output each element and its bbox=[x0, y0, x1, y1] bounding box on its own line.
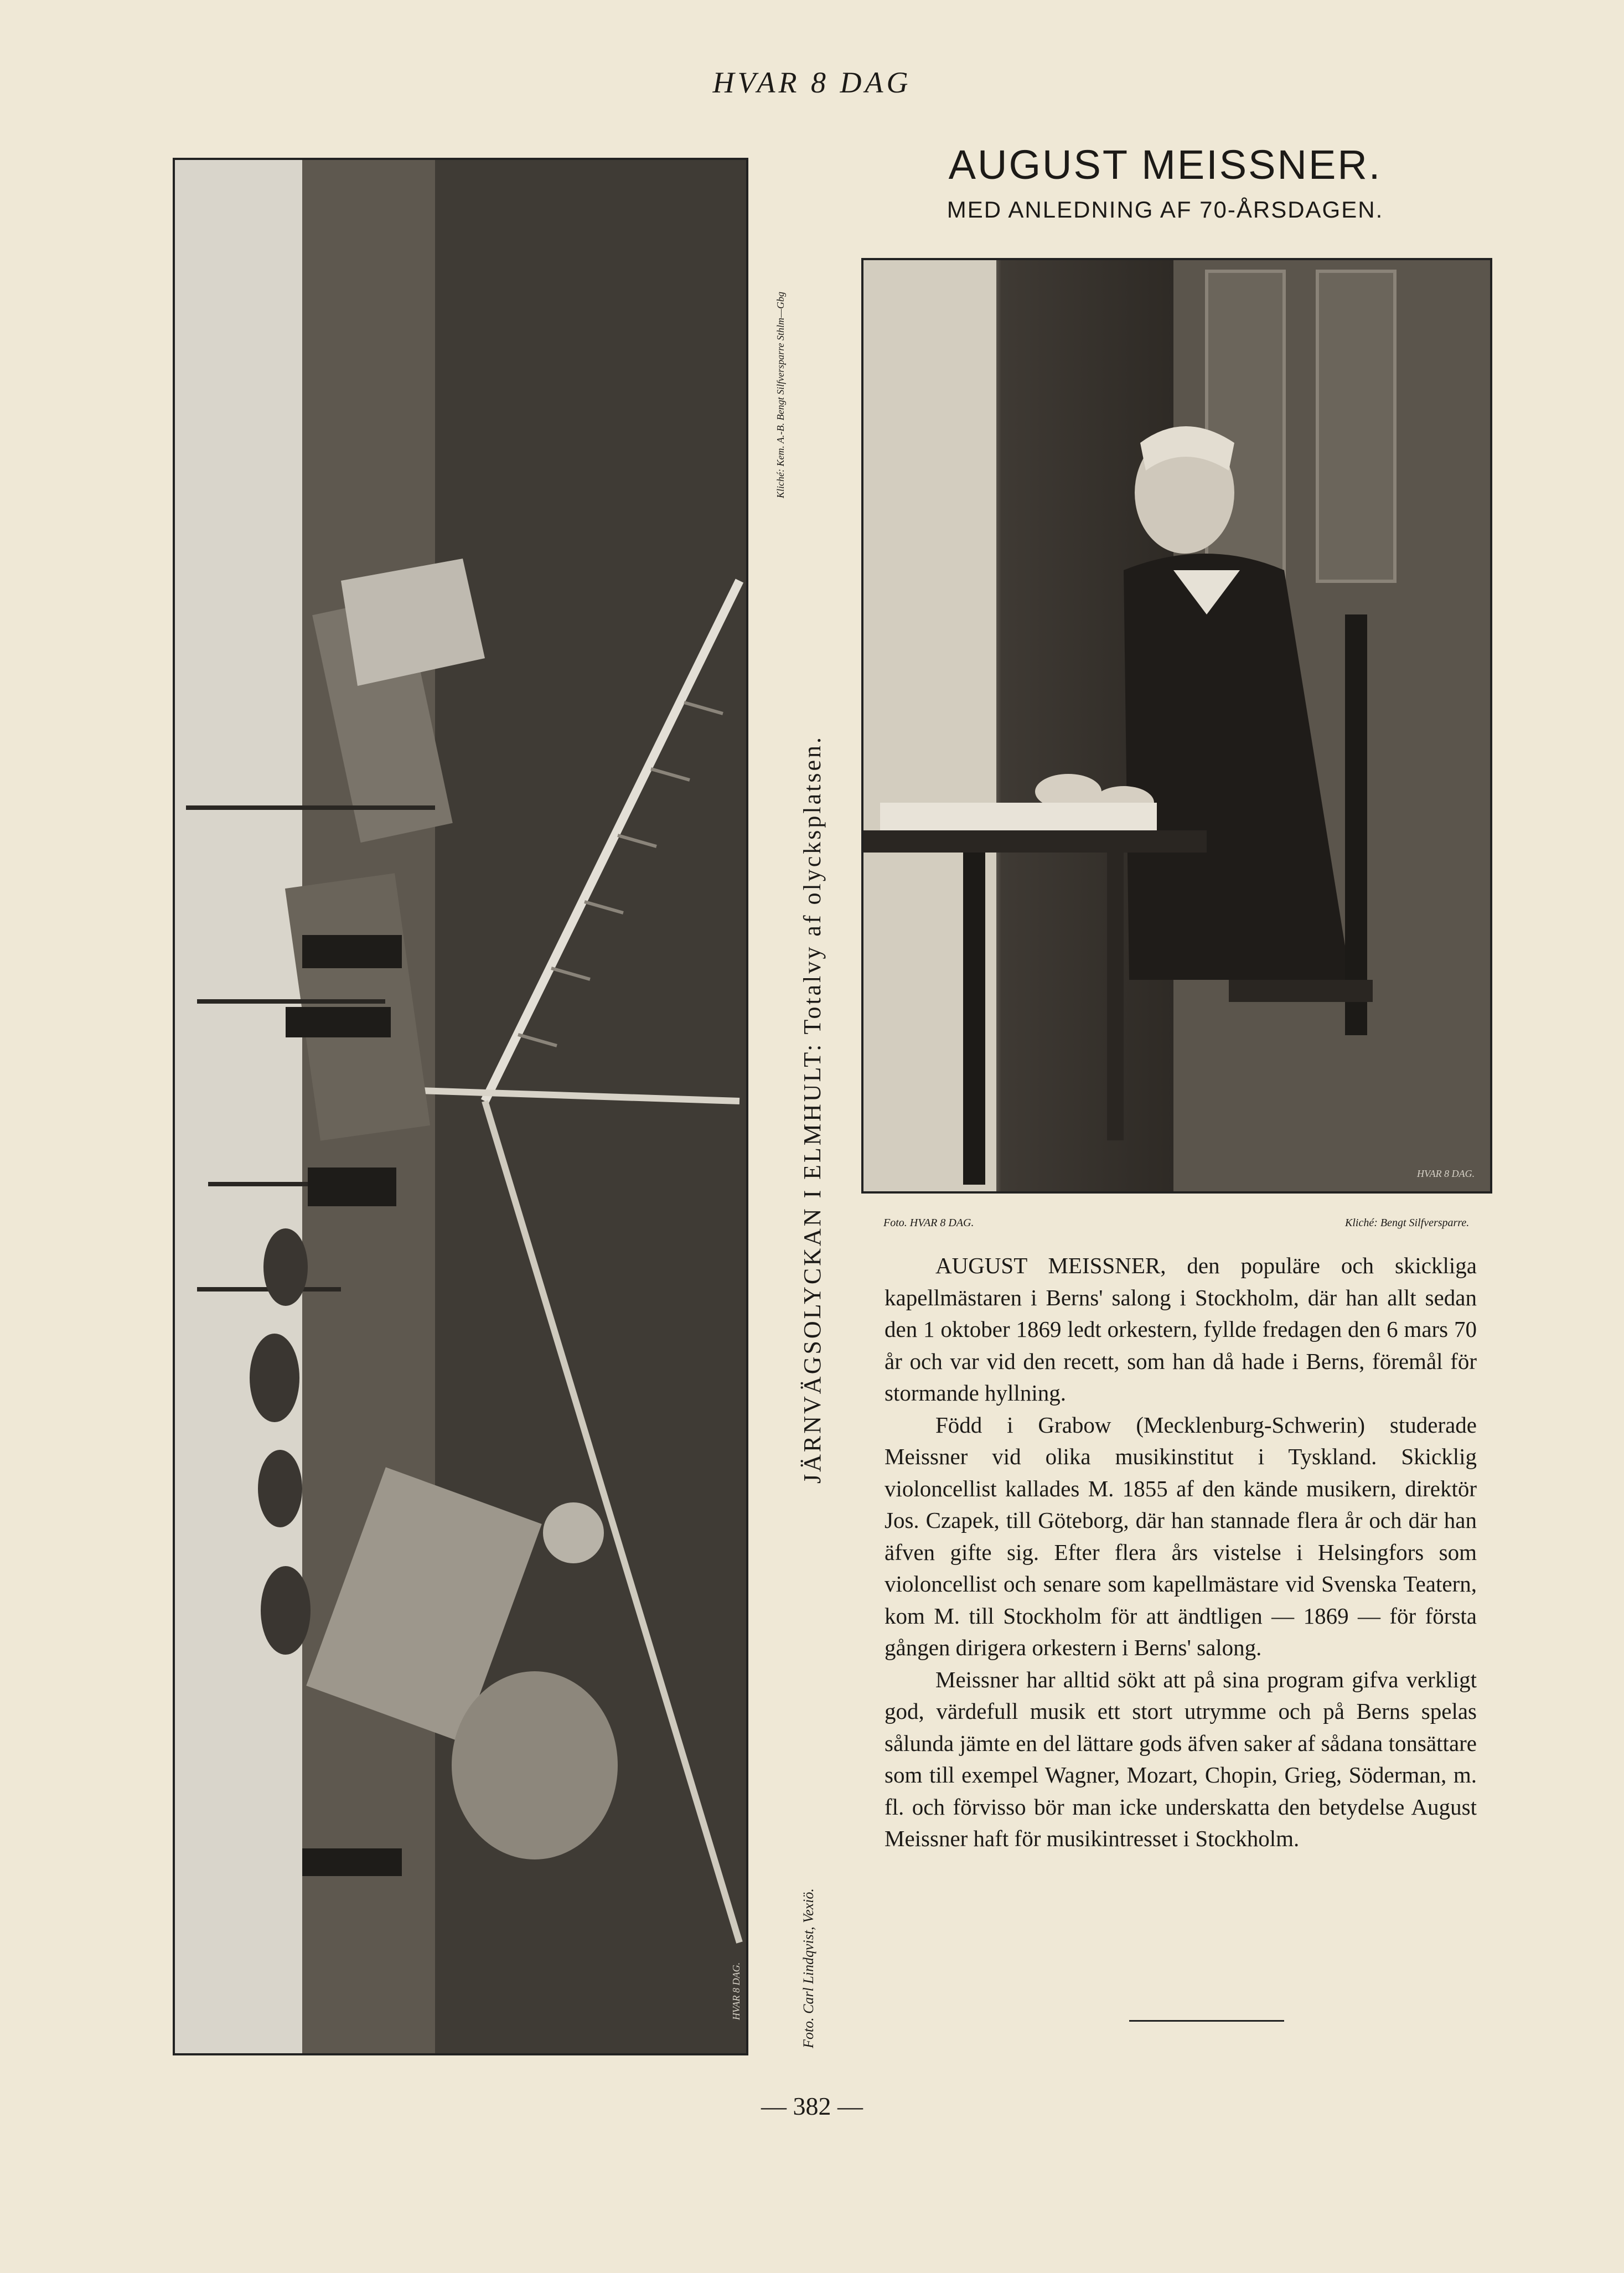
railway-accident-illustration bbox=[175, 160, 746, 2053]
article-paragraph-2: Född i Grabow (Mecklenburg-Schwerin) studerade Meissner vid olika musikinstitut i Tyskland. Skicklig violoncellist kallades M. 1855 af den kände musikern, direktör Jos. Czapek, till Göteborg, där han stannade flera år och där han äfven gifte sig. Efter flera års vistelse i Helsingfors som violoncellist och senare som kapellmästare vid Svenska Teatern, kom M. till Stockholm för att ändtligen — 1869 — för första gången dirigera orkestern i Berns' salong. bbox=[885, 1412, 1477, 1660]
portrait-photo bbox=[861, 258, 1492, 1194]
left-photo-credit: Foto. Carl Lindqvist, Vexiö. bbox=[800, 1888, 816, 2048]
article-paragraph-3: Meissner har alltid sökt att på sina program gifva verkligt god, värdefull musik ett stort utrymme och på Berns spelas sålunda jämte en del lättare gods äfven saker af sådana tonsättare som till exempel Wagner, Mozart, Chopin, Grieg, Söderman, m. fl. och förvisso bör man icke underskatta den betydelse August Meissner haft för musikintresset i Stockholm. bbox=[885, 1666, 1477, 1851]
article-title: AUGUST MEISSNER. bbox=[948, 142, 1382, 188]
left-cliche-credit: Kliché: Kem. A.-B. Bengt Silfversparre Sthlm—Gbg bbox=[775, 292, 786, 498]
left-photo-watermark: HVAR 8 DAG. bbox=[731, 1962, 742, 2020]
portrait-photo-credit: Foto. HVAR 8 DAG. bbox=[883, 1217, 974, 1229]
article-subtitle: MED ANLEDNING AF 70-ÅRSDAGEN. bbox=[947, 197, 1384, 223]
portrait-watermark: HVAR 8 DAG. bbox=[1417, 1168, 1475, 1179]
end-rule bbox=[1129, 2020, 1284, 2022]
masthead: HVAR 8 DAG bbox=[712, 66, 912, 99]
portrait-illustration bbox=[863, 260, 1490, 1191]
article-paragraph-1: AUGUST MEISSNER, den populäre och skickliga kapellmästaren i Berns' salong i Stockholm, där han allt sedan den 1 oktober 1869 ledt orkestern, fyllde fredagen den 6 mars 70 år och var vid den recett, som han då hade i Berns, föremål för stormande hyllning. bbox=[885, 1253, 1477, 1406]
left-photo-caption: JÄRNVÄGSOLYCKAN I ELMHULT: Totalvy af olycksplatsen. bbox=[799, 735, 826, 1484]
page-number: — 382 — bbox=[761, 2092, 863, 2120]
railway-accident-photo bbox=[173, 158, 748, 2055]
portrait-cliche-credit: Kliché: Bengt Silfversparre. bbox=[1345, 1217, 1470, 1229]
article-body bbox=[885, 1250, 1477, 1855]
